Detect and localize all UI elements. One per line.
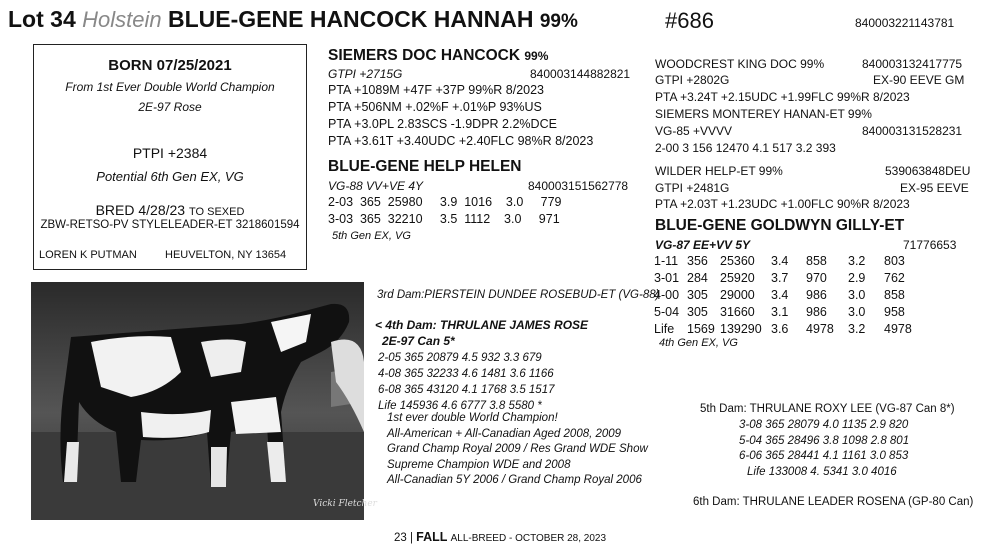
dam-dam-record-cell: 958 (884, 305, 905, 319)
dam-dam-record-cell: 3.7 (771, 271, 789, 285)
dam-dam-record-row (654, 304, 924, 321)
ptpi-value: PTPI +2384 (132, 145, 208, 161)
dam-generations: 5th Gen EX, VG (332, 230, 411, 242)
fourth-dam-note: All-Canadian 5Y 2006 / Grand Champ Royal 2006 (387, 474, 642, 486)
cow-photo-graphic (31, 282, 377, 520)
bred-sire: ZBW-RETSO-PV STYLELEADER-ET 3218601594 (40, 219, 300, 231)
dam-sire-classification: EX-95 EEVE (900, 181, 969, 195)
dam-dam-record-cell: 3.0 (848, 288, 866, 302)
dam-dam-record-cell: 3.1 (771, 305, 789, 319)
sire-pta-line-2: PTA +506NM +.02%F +.01%P 93%US (328, 100, 542, 114)
fourth-dam-note: 1st ever double World Champion! (387, 412, 558, 424)
sire-dam-record: 2-00 3 156 12470 4.1 517 3.2 393 (655, 141, 836, 155)
dam-record-2: 3-03 365 32210 3.5 1112 3.0 971 (328, 212, 560, 226)
sire-sire-id: 840003132417775 (862, 57, 963, 71)
footer-separator: | (409, 532, 413, 544)
animal-name: BLUE-GENE HANCOCK HANNAH (168, 6, 534, 32)
fourth-dam-note: Supreme Champion WDE and 2008 (387, 458, 571, 471)
bred-to-label: TO SEXED (188, 206, 245, 218)
animal-percent: 99% (539, 11, 578, 32)
sixth-dam: 6th Dam: THRULANE LEADER ROSENA (GP-80 Can) (693, 496, 974, 508)
sire-heading (328, 47, 548, 65)
dam-dam-record-cell: 3.2 (848, 322, 866, 336)
lot-number: Lot 34 (8, 6, 76, 32)
tagline-line-1: From 1st Ever Double World Champion (65, 80, 275, 94)
dam-dam-record-cell: 4978 (806, 322, 834, 336)
sire-sire-pta: PTA +3.24T +2.15UDC +1.99FLC 99%R 8/2023 (655, 90, 910, 104)
sire-pta-line-1: PTA +1089M +47F +37P 99%R 8/2023 (328, 83, 545, 97)
dam-dam-generations: 4th Gen EX, VG (659, 337, 738, 349)
dam-classification: VG-88 VV+VE 4Y (328, 179, 424, 193)
dam-sire-id: 539063848DEU (885, 164, 971, 178)
sire-pta-line-3: PTA +3.0PL 2.83SCS -1.9DPR 2.2%DCE (328, 117, 557, 131)
dam-dam-record-cell: 1-11 (654, 254, 679, 268)
dam-sire-gtpi: GTPI +2481G (655, 181, 730, 195)
dam-dam-record-cell: 29000 (720, 288, 755, 302)
dam-dam-record-cell: 25920 (720, 271, 755, 285)
cow-photo (31, 282, 377, 520)
photographer-signature: Vicki Fletcher (313, 499, 377, 509)
owner-location: HEUVELTON, NY 13654 (165, 249, 287, 261)
dam-dam-record-cell: 986 (806, 288, 827, 302)
dam-dam-record-cell: 3-01 (654, 271, 680, 285)
dam-dam-records (654, 253, 924, 338)
dam-dam-record-cell: 5-04 (654, 305, 680, 319)
sire-sire-classification: EX-90 EEVE GM (873, 73, 965, 87)
catalog-number: #686 (665, 8, 714, 33)
page-number: 23 (393, 532, 407, 544)
fifth-dam-record: 3-08 365 28079 4.0 1135 2.9 820 (739, 419, 909, 431)
dam-dam-record-cell: 31660 (720, 305, 755, 319)
dam-dam-record-cell: 3.2 (848, 254, 866, 268)
fourth-dam-note: Grand Champ Royal 2009 / Res Grand WDE Show (387, 443, 648, 455)
third-dam: 3rd Dam:PIERSTEIN DUNDEE ROSEBUD-ET (VG-88) (377, 289, 660, 301)
dam-dam-record-row (654, 321, 924, 338)
dam-dam-record-cell: 1569 (687, 322, 715, 336)
sire-sire-gtpi: GTPI +2802G (655, 73, 730, 87)
dam-dam-record-cell: 858 (884, 288, 905, 302)
dam-record-1: 2-03 365 25980 3.9 1016 3.0 779 (328, 195, 562, 209)
fourth-dam-record: Life 145936 4.6 6777 3.8 5580 * (378, 400, 542, 412)
fourth-dam-notes (387, 411, 648, 489)
dam-sire-name: WILDER HELP-ET 99% (655, 164, 783, 178)
dam-dam-record-cell: 305 (687, 305, 708, 319)
sire-sire-name: WOODCREST KING DOC 99% (655, 57, 825, 71)
dam-dam-name: BLUE-GENE GOLDWYN GILLY-ET (655, 217, 905, 234)
dam-dam-record-cell: 356 (687, 254, 708, 268)
fourth-dam-record: 6-08 365 43120 4.1 1768 3.5 1517 (378, 384, 555, 396)
dam-dam-record-row (654, 287, 924, 304)
fourth-dam-record: 4-08 365 32233 4.6 1481 3.6 1166 (378, 368, 554, 380)
dam-dam-record-cell: 858 (806, 254, 827, 268)
sale-name: FALL (416, 530, 448, 544)
dam-dam-record-cell: 986 (806, 305, 827, 319)
dam-dam-record-cell: 305 (687, 288, 708, 302)
page-footer (0, 530, 1000, 544)
dam-dam-record-cell: 3.0 (848, 305, 866, 319)
lot-title (8, 6, 578, 33)
dam-dam-record-cell: 3.6 (771, 322, 789, 336)
fifth-dam-name: 5th Dam: THRULANE ROXY LEE (VG-87 Can 8*) (700, 403, 955, 415)
dam-dam-record-cell: 4978 (884, 322, 912, 336)
fourth-dam-record: 2-05 365 20879 4.5 932 3.3 679 (378, 352, 542, 364)
fifth-dam-record: Life 133008 4. 5341 3.0 4016 (747, 465, 897, 478)
fifth-dam-record: 6-06 365 28441 4.1 1161 3.0 853 (739, 450, 909, 462)
sire-percent: 99% (524, 49, 549, 63)
sire-dam-id: 840003131528231 (862, 124, 963, 138)
dam-id: 840003151562778 (528, 179, 629, 193)
dam-dam-record-cell: 803 (884, 254, 905, 268)
dam-dam-record-cell: Life (654, 322, 675, 336)
sire-name: SIEMERS DOC HANCOCK (328, 47, 521, 64)
dam-dam-record-cell: 3.4 (771, 288, 789, 302)
birth-date: BORN 07/25/2021 (108, 57, 232, 74)
dam-name: BLUE-GENE HELP HELEN (328, 158, 522, 175)
owner-name: LOREN K PUTMAN (39, 249, 137, 261)
bred-date: BRED 4/28/23 (95, 202, 186, 218)
sire-dam-classification: VG-85 +VVVV (655, 124, 733, 138)
fourth-dam-classification: 2E-97 Can 5* (382, 334, 455, 348)
dam-dam-record-cell: 139290 (720, 322, 762, 336)
sire-dam-name: SIEMERS MONTEREY HANAN-ET 99% (655, 107, 872, 121)
sale-details: ALL-BREED - OCTOBER 28, 2023 (450, 533, 607, 544)
dam-dam-record-row (654, 253, 924, 270)
dam-dam-record-cell: 762 (884, 271, 905, 285)
dam-dam-record-cell: 970 (806, 271, 827, 285)
fifth-dam-record: 5-04 365 28496 3.8 1098 2.8 801 (739, 434, 910, 447)
fourth-dam-note: All-American + All-Canadian Aged 2008, 2009 (387, 427, 622, 440)
dam-dam-record-row (654, 270, 924, 287)
fifth-dam-records (739, 418, 909, 480)
dam-dam-record-cell: 2.9 (848, 271, 866, 285)
dam-dam-record-cell: 284 (687, 271, 708, 285)
dam-dam-record-cell: 25360 (720, 254, 755, 268)
fourth-dam-name: < 4th Dam: THRULANE JAMES ROSE (375, 318, 589, 332)
breeding-info (34, 202, 306, 218)
sire-pta-line-4: PTA +3.61T +3.40UDC +2.40FLC 98%R 8/2023 (328, 134, 594, 148)
breed-label: Holstein (82, 7, 162, 32)
dam-dam-record-cell: 4-00 (654, 288, 680, 302)
dam-sire-pta: PTA +2.03T +1.23UDC +1.00FLC 90%R 8/2023 (655, 197, 910, 211)
sire-id: 840003144882821 (530, 67, 631, 81)
potential-generations: Potential 6th Gen EX, VG (96, 169, 244, 184)
sire-gtpi: GTPI +2715G (328, 67, 403, 81)
dam-dam-id: 71776653 (903, 238, 957, 252)
dam-dam-record-cell: 3.4 (771, 254, 789, 268)
dam-dam-classification: VG-87 EE+VV 5Y (655, 238, 751, 252)
animal-info-box (33, 44, 307, 270)
tagline-line-2: 2E-97 Rose (138, 100, 202, 114)
animal-registration-id: 840003221143781 (855, 16, 955, 30)
fourth-dam-records (378, 350, 555, 414)
